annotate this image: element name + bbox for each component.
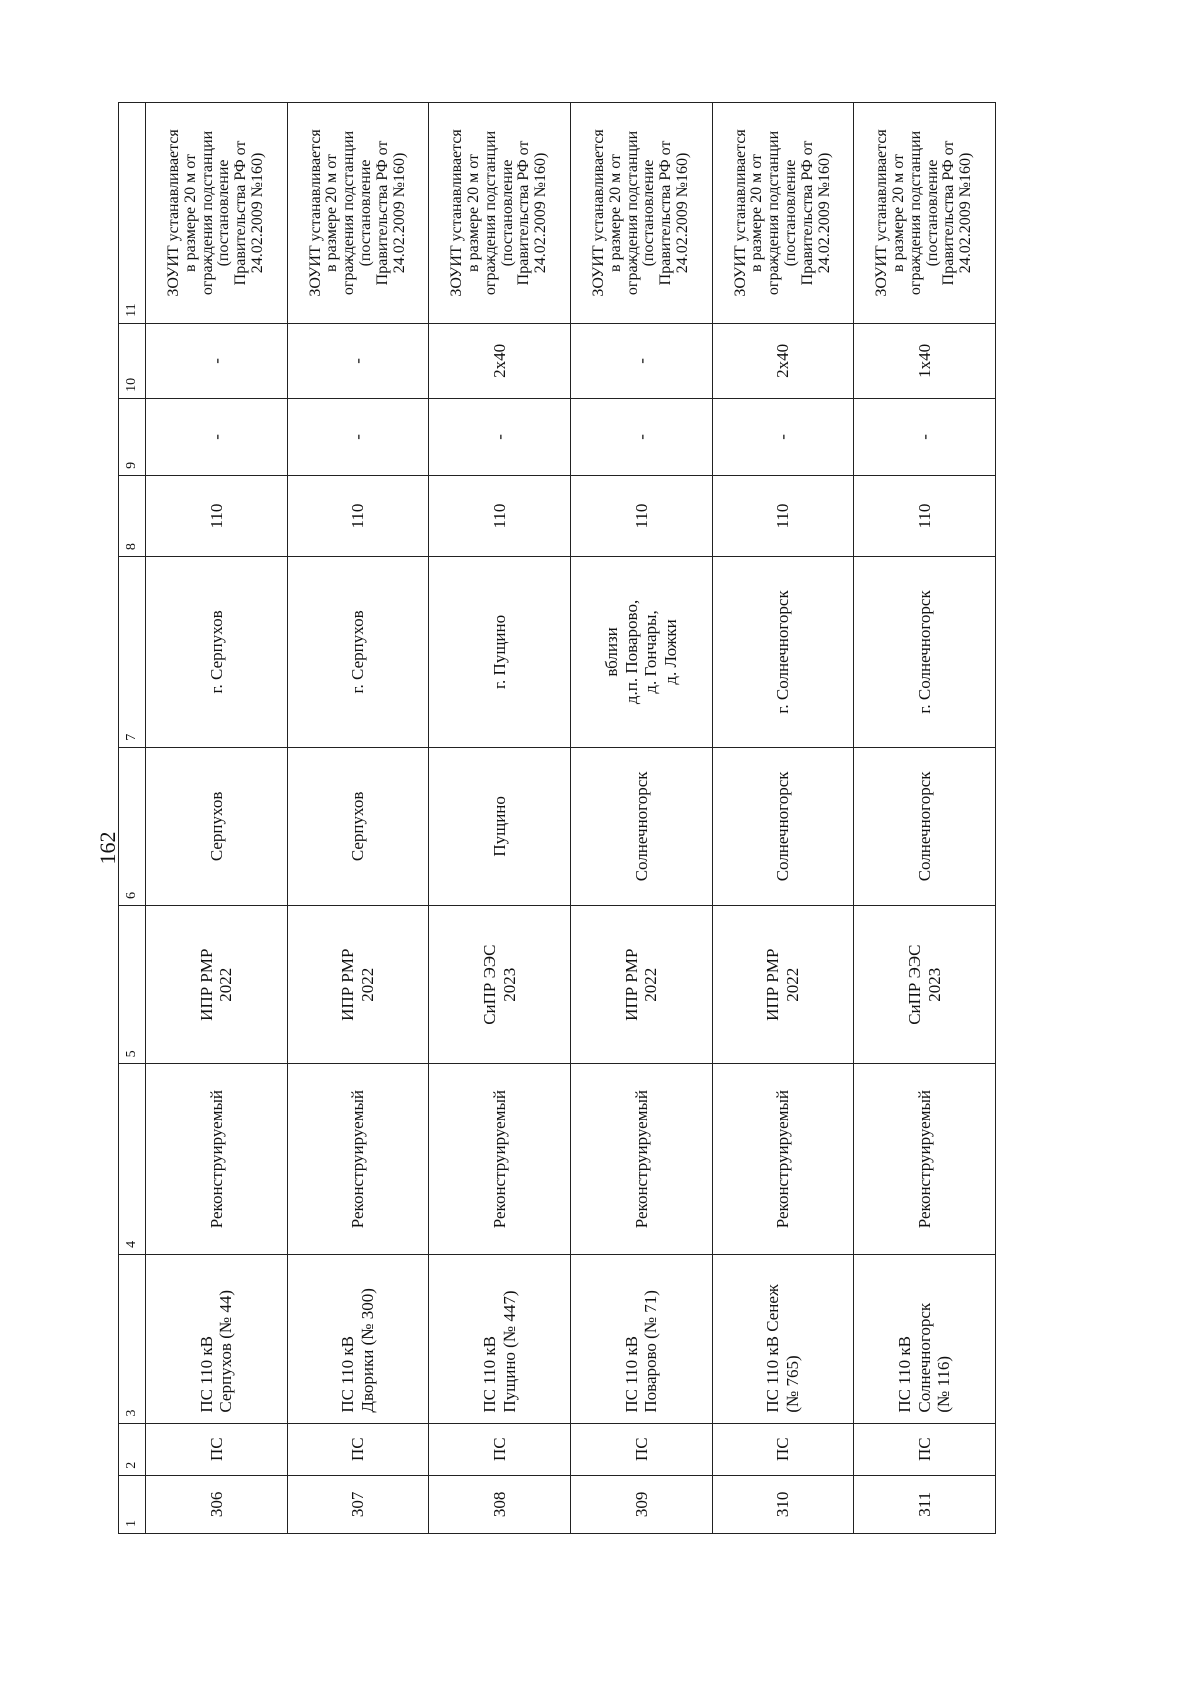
object-name: ПС 110 кВ Дворики (№ 300) — [287, 1254, 429, 1423]
object-type: ПС — [429, 1423, 571, 1475]
location: вблизи д.п. Поварово, д. Гончары, д. Ложки — [570, 557, 712, 748]
object-name: ПС 110 кВ Сенеж (№ 765) — [712, 1254, 854, 1423]
zone-note: ЗОУИТ устанавливается в размере 20 м от ограждения подстанции (постановление Правительства РФ от 24.02.2009 №160) — [287, 103, 429, 324]
table-row — [429, 103, 571, 1534]
column-header: 7 — [119, 557, 146, 748]
column-9-value: - — [570, 398, 712, 475]
transformer-capacity: - — [146, 323, 288, 398]
column-header: 2 — [119, 1423, 146, 1475]
object-name: ПС 110 кВ Серпухов (№ 44) — [146, 1254, 288, 1423]
location: г. Серпухов — [287, 557, 429, 748]
object-type: ПС — [570, 1423, 712, 1475]
location: г. Солнечногорск — [854, 557, 996, 748]
table-row — [287, 103, 429, 1534]
transformer-capacity: - — [570, 323, 712, 398]
source-document: ИПР РМР 2022 — [712, 906, 854, 1064]
row-number: 311 — [854, 1475, 996, 1533]
voltage: 110 — [854, 475, 996, 556]
transformer-capacity: 1х40 — [854, 323, 996, 398]
zone-note: ЗОУИТ устанавливается в размере 20 м от ограждения подстанции (постановление Правительства РФ от 24.02.2009 №160) — [712, 103, 854, 324]
column-header: 1 — [119, 1475, 146, 1533]
voltage: 110 — [146, 475, 288, 556]
object-type: ПС — [854, 1423, 996, 1475]
zone-note: ЗОУИТ устанавливается в размере 20 м от ограждения подстанции (постановление Правительства РФ от 24.02.2009 №160) — [429, 103, 571, 324]
source-document: ИПР РМР 2022 — [570, 906, 712, 1064]
zone-note: ЗОУИТ устанавливается в размере 20 м от ограждения подстанции (постановление Правительства РФ от 24.02.2009 №160) — [146, 103, 288, 324]
table-row — [570, 103, 712, 1534]
voltage: 110 — [570, 475, 712, 556]
source-document: ИПР РМР 2022 — [287, 906, 429, 1064]
table-row — [146, 103, 288, 1534]
source-document: СиПР ЭЭС 2023 — [854, 906, 996, 1064]
row-number: 308 — [429, 1475, 571, 1533]
municipality: Солнечногорск — [712, 747, 854, 905]
column-header: 9 — [119, 398, 146, 475]
municipality: Серпухов — [146, 747, 288, 905]
location: г. Солнечногорск — [712, 557, 854, 748]
location: г. Серпухов — [146, 557, 288, 748]
transformer-capacity: 2х40 — [429, 323, 571, 398]
page-number: 162 — [95, 831, 120, 865]
voltage: 110 — [429, 475, 571, 556]
substation-table — [118, 102, 996, 1534]
column-9-value: - — [712, 398, 854, 475]
row-number: 307 — [287, 1475, 429, 1533]
column-header: 8 — [119, 475, 146, 556]
table-row — [854, 103, 996, 1534]
object-name: ПС 110 кВ Поварово (№ 71) — [570, 1254, 712, 1423]
object-status: Реконструируемый — [287, 1064, 429, 1255]
location: г. Пущино — [429, 557, 571, 748]
source-document: ИПР РМР 2022 — [146, 906, 288, 1064]
object-type: ПС — [146, 1423, 288, 1475]
object-status: Реконструируемый — [146, 1064, 288, 1255]
column-9-value: - — [287, 398, 429, 475]
object-type: ПС — [712, 1423, 854, 1475]
municipality: Солнечногорск — [854, 747, 996, 905]
object-status: Реконструируемый — [854, 1064, 996, 1255]
municipality: Пущино — [429, 747, 571, 905]
transformer-capacity: 2х40 — [712, 323, 854, 398]
object-name: ПС 110 кВ Солнечногорск (№ 116) — [854, 1254, 996, 1423]
column-9-value: - — [146, 398, 288, 475]
column-header: 6 — [119, 747, 146, 905]
column-number-row — [119, 103, 146, 1534]
object-name: ПС 110 кВ Пущино (№ 447) — [429, 1254, 571, 1423]
row-number: 310 — [712, 1475, 854, 1533]
transformer-capacity: - — [287, 323, 429, 398]
object-status: Реконструируемый — [429, 1064, 571, 1255]
column-9-value: - — [429, 398, 571, 475]
zone-note: ЗОУИТ устанавливается в размере 20 м от ограждения подстанции (постановление Правительства РФ от 24.02.2009 №160) — [570, 103, 712, 324]
zone-note: ЗОУИТ устанавливается в размере 20 м от ограждения подстанции (постановление Правительства РФ от 24.02.2009 №160) — [854, 103, 996, 324]
row-number: 309 — [570, 1475, 712, 1533]
substation-table-container — [118, 102, 996, 1534]
column-header: 11 — [119, 103, 146, 324]
source-document: СиПР ЭЭС 2023 — [429, 906, 571, 1064]
voltage: 110 — [287, 475, 429, 556]
object-status: Реконструируемый — [712, 1064, 854, 1255]
object-type: ПС — [287, 1423, 429, 1475]
column-9-value: - — [854, 398, 996, 475]
column-header: 4 — [119, 1064, 146, 1255]
object-status: Реконструируемый — [570, 1064, 712, 1255]
column-header: 3 — [119, 1254, 146, 1423]
municipality: Солнечногорск — [570, 747, 712, 905]
table-row — [712, 103, 854, 1534]
municipality: Серпухов — [287, 747, 429, 905]
row-number: 306 — [146, 1475, 288, 1533]
voltage: 110 — [712, 475, 854, 556]
column-header: 5 — [119, 906, 146, 1064]
column-header: 10 — [119, 323, 146, 398]
